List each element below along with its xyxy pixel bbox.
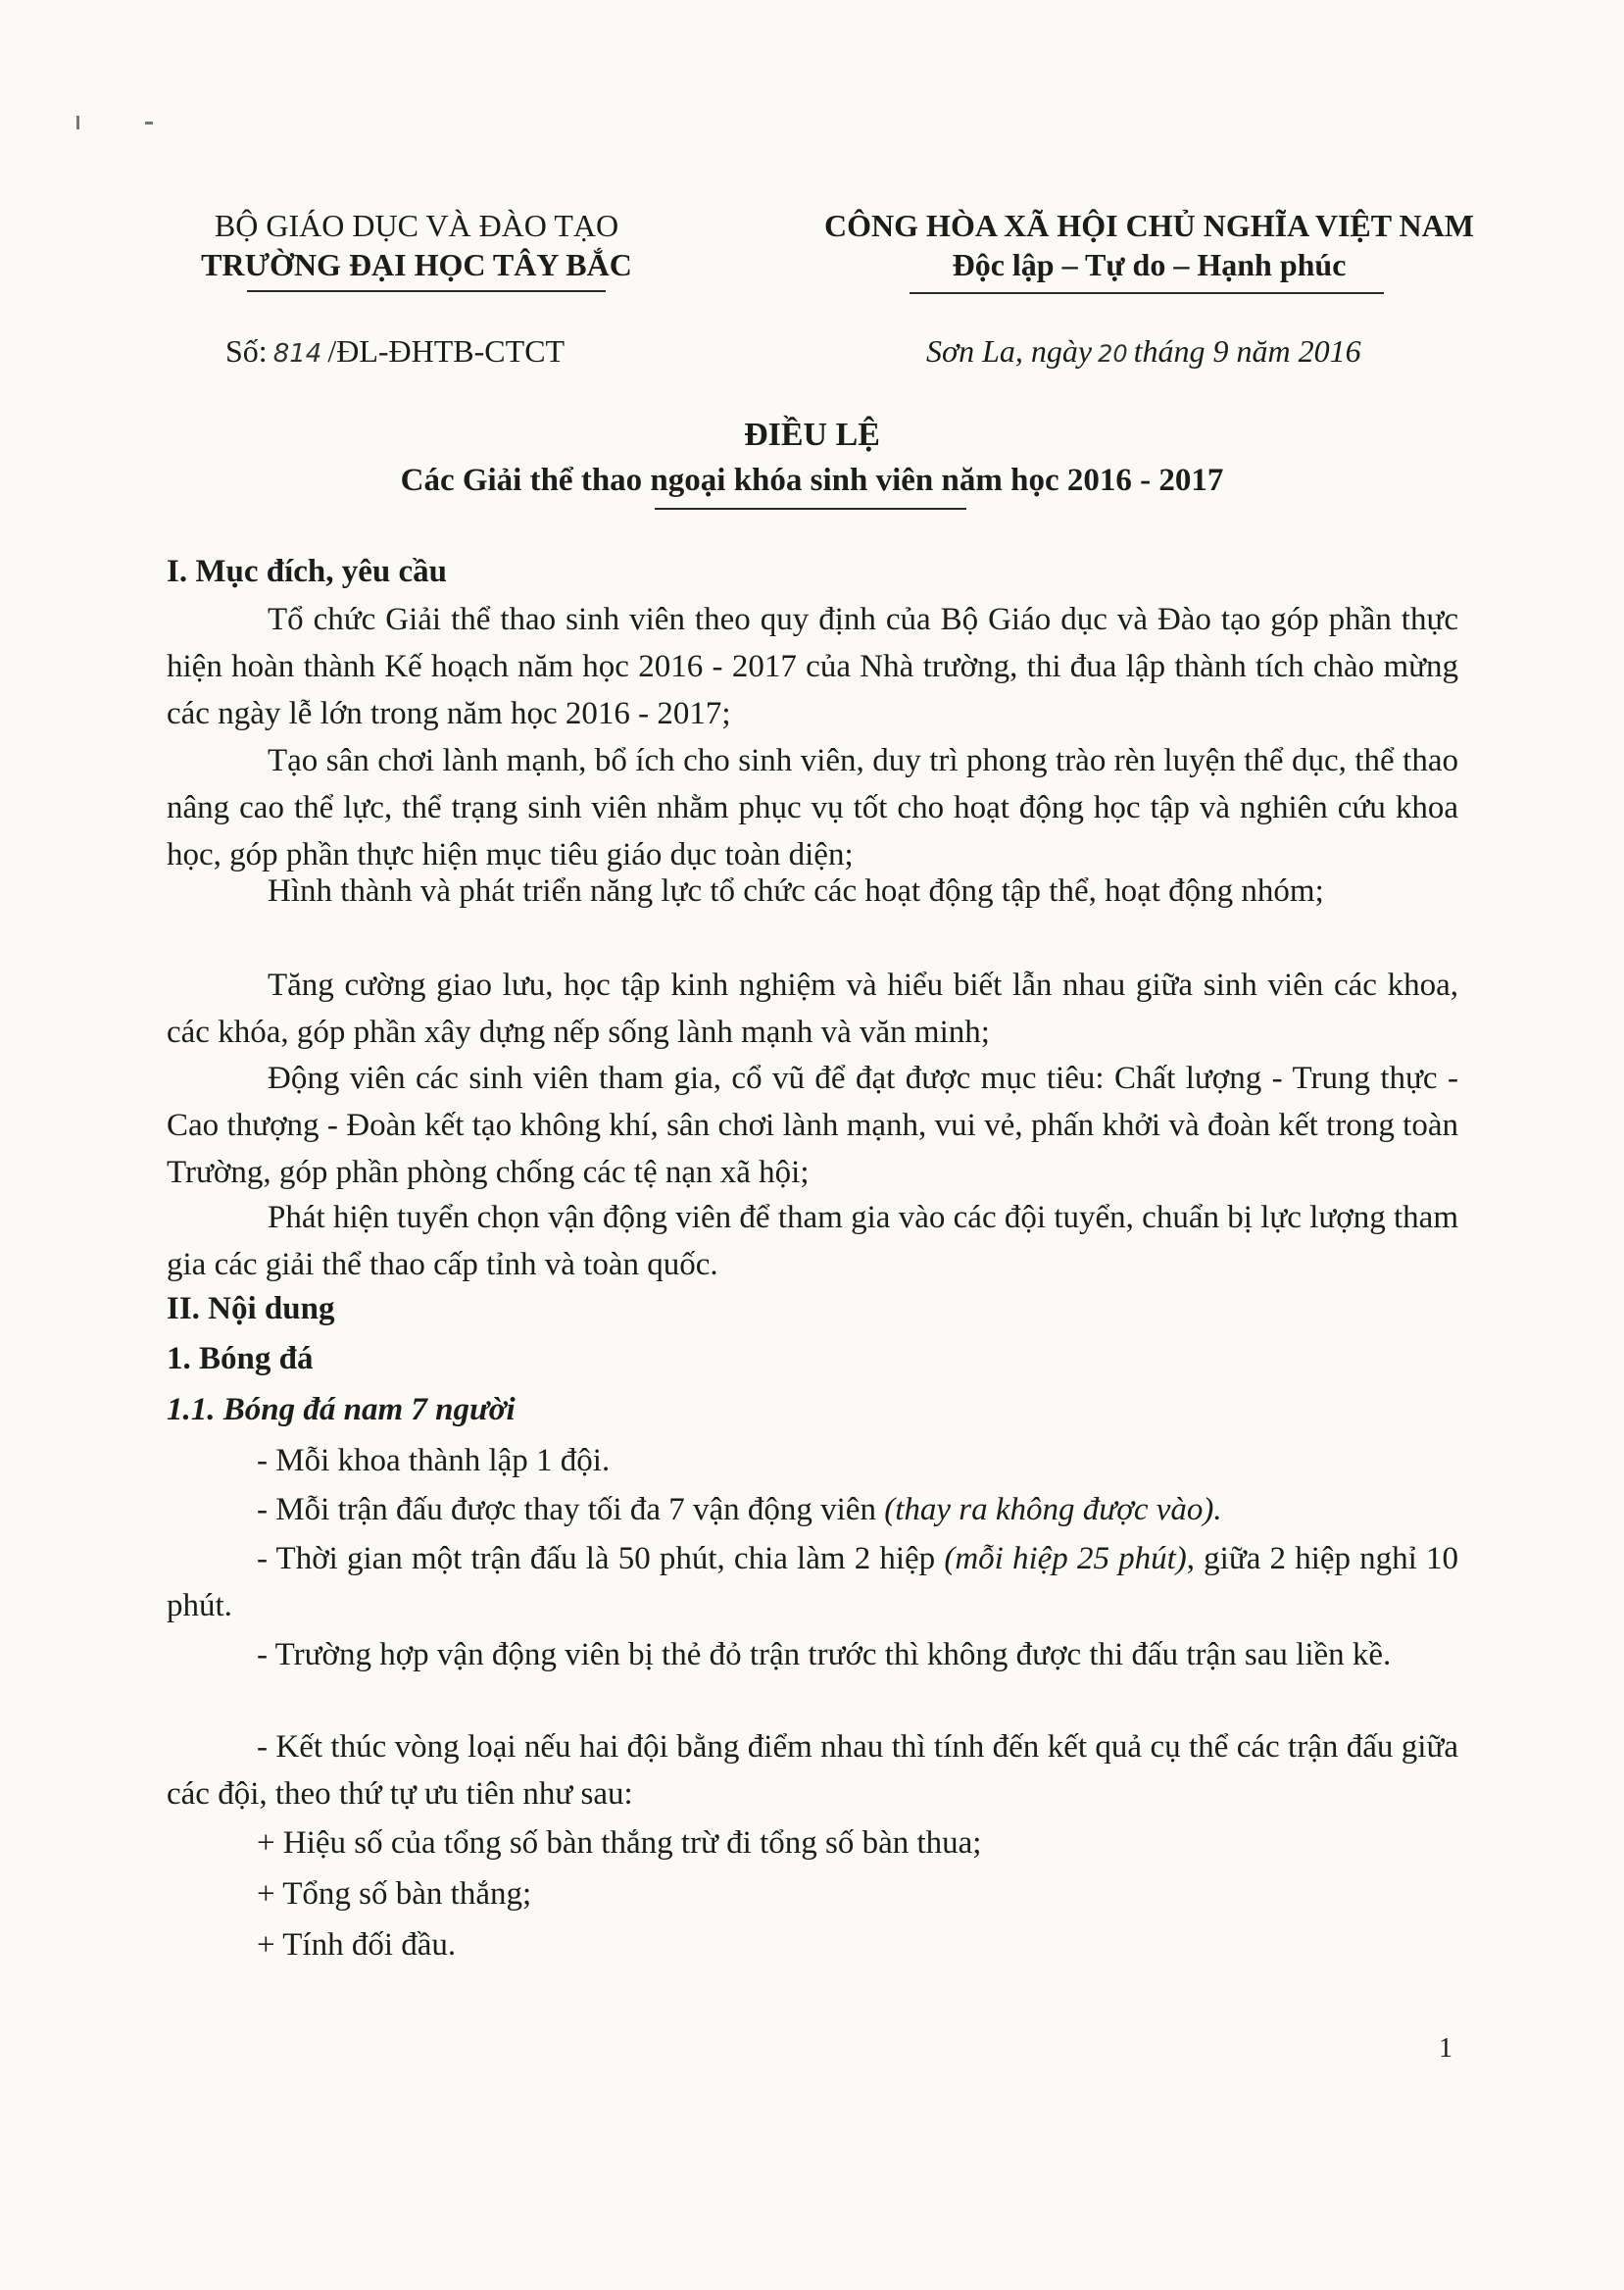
document-subtitle: Các Giải thể thao ngoại khóa sinh viên năm học 2016 - 2017: [400, 463, 1224, 498]
subtitle-underline: [655, 508, 966, 510]
section-1-paragraph: Phát hiện tuyển chọn vận động viên để tham gia vào các đội tuyển, chuẩn bị lực lượng tham gia các giải thể thao cấp tỉnh và toàn quốc.: [167, 1200, 1458, 1282]
section-1-paragraph: Tăng cường giao lưu, học tập kinh nghiệm và hiểu biết lẫn nhau giữa sinh viên các khoa, các khóa, góp phần xây dựng nếp sống lành mạnh và văn minh;: [167, 968, 1458, 1050]
rule-item: - Mỗi khoa thành lập 1 đội.: [257, 1443, 611, 1478]
motto-underline: [910, 292, 1384, 294]
doc-number-handwritten: 814: [272, 339, 322, 369]
doc-number-suffix: /ĐL-ĐHTB-CTCT: [327, 333, 566, 369]
rule-item: - Mỗi trận đấu được thay tối đa 7 vận động viên (thay ra không được vào).: [257, 1492, 1222, 1527]
country-name: CÔNG HÒA XÃ HỘI CHỦ NGHĨA VIỆT NAM: [824, 208, 1474, 243]
national-motto: Độc lập – Tự do – Hạnh phúc: [952, 247, 1347, 282]
page-number: 1: [1439, 2033, 1452, 2064]
section-1-paragraph: Tổ chức Giải thể thao sinh viên theo quy định của Bộ Giáo dục và Đào tạo góp phần thực hiện hoàn thành Kế hoạch năm học 2016 - 2017 của Nhà trường, thi đua lập thành tích chào mừng các ngày lễ lớn trong năm học 2016 - 2017;: [167, 602, 1458, 731]
rule-item: - Kết thúc vòng loại nếu hai đội bằng điểm nhau thì tính đến kết quả cụ thể các trận đấu giữa các đội, theo thứ tự ưu tiên như sau:: [167, 1729, 1458, 1812]
priority-item: + Tính đối đầu.: [257, 1927, 457, 1963]
doc-number-prefix: Số:: [225, 333, 268, 369]
priority-item: + Hiệu số của tổng số bàn thắng trừ đi tổng số bàn thua;: [257, 1825, 982, 1861]
date-suffix: tháng 9 năm 2016: [1133, 333, 1361, 369]
rule-item: - Trường hợp vận động viên bị thẻ đỏ trận trước thì không được thi đấu trận sau liền kề.: [257, 1637, 1392, 1672]
ministry-name: BỘ GIÁO DỤC VÀ ĐÀO TẠO: [214, 208, 619, 243]
document-number: [225, 333, 565, 370]
mens-7-football-heading: 1.1. Bóng đá nam 7 người: [167, 1392, 516, 1427]
university-name: TRƯỜNG ĐẠI HỌC TÂY BẮC: [201, 247, 632, 282]
football-heading: 1. Bóng đá: [167, 1341, 314, 1376]
section-1-paragraph: Động viên các sinh viên tham gia, cổ vũ để đạt được mục tiêu: Chất lượng - Trung thực - Cao thượng - Đoàn kết tạo không khí, sân chơi lành mạnh, vui vẻ, phấn khởi và đoàn kết trong toàn Trường, góp phần phòng chống các tệ nạn xã hội;: [167, 1061, 1458, 1190]
scan-speck: [76, 116, 79, 129]
section-1-heading: I. Mục đích, yêu cầu: [167, 554, 448, 589]
document-title: ĐIỀU LỆ: [744, 417, 880, 453]
date-day-handwritten: 20: [1098, 340, 1128, 368]
document-date: [926, 333, 1361, 370]
section-1-paragraph: Hình thành và phát triển năng lực tổ chức các hoạt động tập thể, hoạt động nhóm;: [268, 873, 1324, 909]
priority-item: + Tổng số bàn thắng;: [257, 1876, 532, 1912]
scan-speck: [145, 122, 153, 124]
section-2-heading: II. Nội dung: [167, 1291, 335, 1326]
university-underline: [247, 290, 606, 292]
section-1-paragraph: Tạo sân chơi lành mạnh, bổ ích cho sinh viên, duy trì phong trào rèn luyện thể dục, thể thao nâng cao thể lực, thể trạng sinh viên nhằm phục vụ tốt cho hoạt động học tập và nghiên cứu khoa học, góp phần thực hiện mục tiêu giáo dục toàn diện;: [167, 743, 1458, 872]
date-prefix: Sơn La, ngày: [926, 333, 1093, 369]
rule-item: - Thời gian một trận đấu là 50 phút, chia làm 2 hiệp (mỗi hiệp 25 phút), giữa 2 hiệp nghỉ 10 phút.: [167, 1541, 1458, 1623]
